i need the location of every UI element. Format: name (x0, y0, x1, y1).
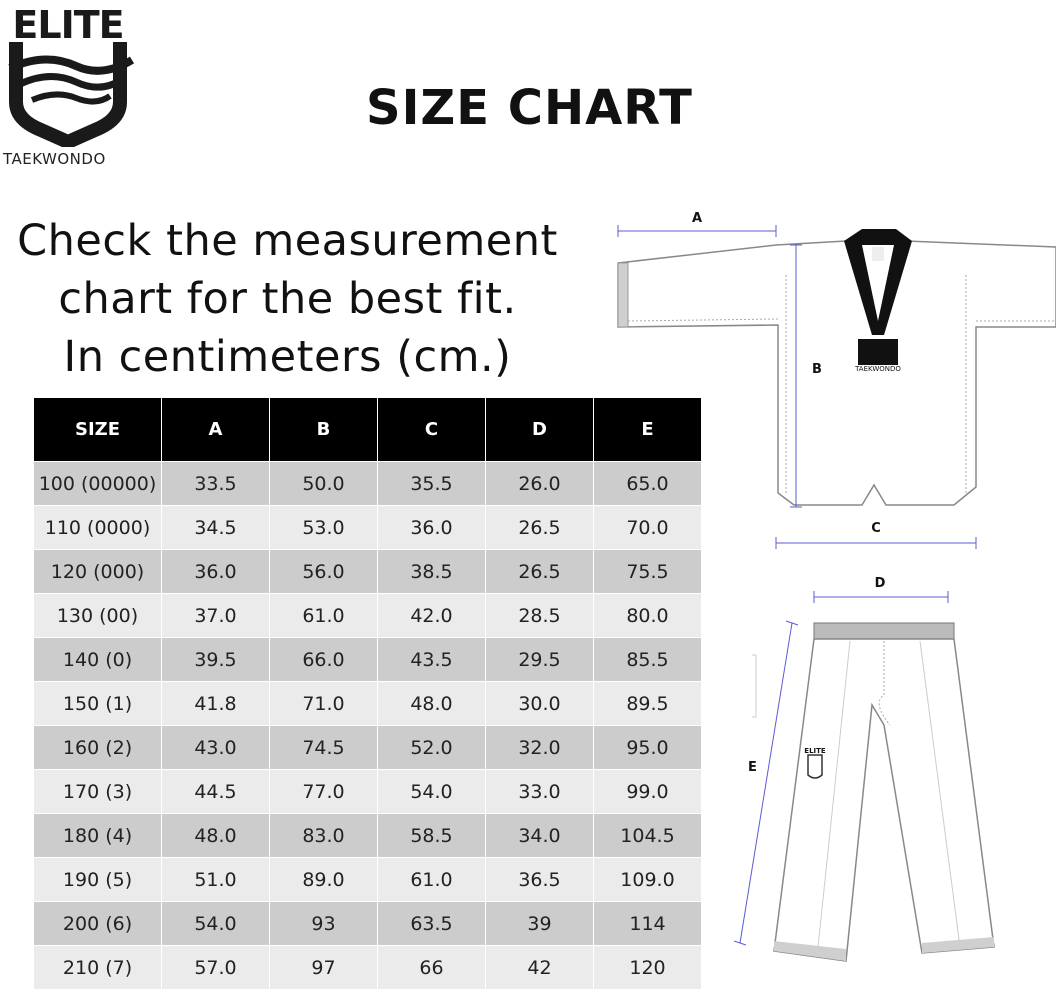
cell-e: 65.0 (594, 462, 702, 506)
cell-b: 77.0 (270, 770, 378, 814)
instructions-line-3: In centimeters (cm.) (63, 332, 512, 382)
cell-b: 53.0 (270, 506, 378, 550)
cell-a: 36.0 (162, 550, 270, 594)
page-title: SIZE CHART (366, 80, 693, 136)
cell-b: 50.0 (270, 462, 378, 506)
cell-c: 54.0 (378, 770, 486, 814)
uniform-diagram (600, 195, 1056, 975)
cell-size: 200 (6) (34, 902, 162, 946)
cell-d: 33.0 (486, 770, 594, 814)
cell-a: 43.0 (162, 726, 270, 770)
cell-c: 61.0 (378, 858, 486, 902)
cell-a: 57.0 (162, 946, 270, 990)
cell-c: 36.0 (378, 506, 486, 550)
cell-size: 120 (000) (34, 550, 162, 594)
cell-d: 42 (486, 946, 594, 990)
label-d: D (874, 576, 886, 591)
cell-d: 28.5 (486, 594, 594, 638)
cell-e: 70.0 (594, 506, 702, 550)
cell-b: 71.0 (270, 682, 378, 726)
cell-a: 51.0 (162, 858, 270, 902)
instructions-line-1: Check the measurement (17, 216, 558, 266)
cell-d: 32.0 (486, 726, 594, 770)
cell-e: 114 (594, 902, 702, 946)
cell-d: 29.5 (486, 638, 594, 682)
brand-logo-text: ELITE (12, 3, 124, 47)
cell-a: 39.5 (162, 638, 270, 682)
cell-a: 54.0 (162, 902, 270, 946)
cell-b: 61.0 (270, 594, 378, 638)
cell-e: 104.5 (594, 814, 702, 858)
cell-a: 37.0 (162, 594, 270, 638)
header-b: B (270, 398, 378, 462)
cell-size: 170 (3) (34, 770, 162, 814)
cell-a: 33.5 (162, 462, 270, 506)
cell-e: 85.5 (594, 638, 702, 682)
label-e: E (748, 760, 757, 775)
cell-b: 93 (270, 902, 378, 946)
cell-c: 42.0 (378, 594, 486, 638)
jacket-illustration (618, 229, 1056, 505)
cell-e: 89.5 (594, 682, 702, 726)
instructions-line-2: chart for the best fit. (58, 274, 517, 324)
cell-d: 39 (486, 902, 594, 946)
cell-c: 38.5 (378, 550, 486, 594)
cell-size: 100 (00000) (34, 462, 162, 506)
label-a: A (691, 211, 703, 226)
cell-c: 48.0 (378, 682, 486, 726)
cell-a: 41.8 (162, 682, 270, 726)
cell-d: 30.0 (486, 682, 594, 726)
cell-size: 130 (00) (34, 594, 162, 638)
header-d: D (486, 398, 594, 462)
cell-d: 26.5 (486, 506, 594, 550)
cell-b: 74.5 (270, 726, 378, 770)
cell-e: 75.5 (594, 550, 702, 594)
jacket-badge-text: TAEKWONDO (855, 365, 901, 373)
cell-c: 58.5 (378, 814, 486, 858)
cell-e: 99.0 (594, 770, 702, 814)
header-a: A (162, 398, 270, 462)
brand-subtitle: TAEKWONDO (3, 150, 106, 168)
cell-e: 120 (594, 946, 702, 990)
brand-logo (0, 0, 140, 172)
cell-size: 140 (0) (34, 638, 162, 682)
header-size: SIZE (34, 398, 162, 462)
header-e: E (594, 398, 702, 462)
cell-b: 83.0 (270, 814, 378, 858)
cell-c: 66 (378, 946, 486, 990)
cell-size: 150 (1) (34, 682, 162, 726)
cell-d: 26.5 (486, 550, 594, 594)
cell-size: 180 (4) (34, 814, 162, 858)
pants-illustration (774, 623, 994, 961)
label-c: C (871, 521, 881, 536)
cell-b: 89.0 (270, 858, 378, 902)
cell-a: 34.5 (162, 506, 270, 550)
cell-size: 210 (7) (34, 946, 162, 990)
measurement-d (814, 576, 948, 603)
cell-c: 63.5 (378, 902, 486, 946)
cell-size: 190 (5) (34, 858, 162, 902)
cell-b: 56.0 (270, 550, 378, 594)
cell-d: 26.0 (486, 462, 594, 506)
cell-b: 97 (270, 946, 378, 990)
cell-a: 44.5 (162, 770, 270, 814)
pants-badge-text: ELITE (804, 747, 826, 755)
cell-d: 36.5 (486, 858, 594, 902)
cell-b: 66.0 (270, 638, 378, 682)
cell-c: 52.0 (378, 726, 486, 770)
cell-e: 95.0 (594, 726, 702, 770)
measurement-a (618, 211, 776, 237)
measurement-c (776, 521, 976, 549)
header-c: C (378, 398, 486, 462)
cell-size: 110 (0000) (34, 506, 162, 550)
cell-c: 43.5 (378, 638, 486, 682)
instructions-text (0, 212, 575, 386)
cell-e: 109.0 (594, 858, 702, 902)
cell-size: 160 (2) (34, 726, 162, 770)
label-b: B (812, 362, 822, 377)
cell-d: 34.0 (486, 814, 594, 858)
cell-c: 35.5 (378, 462, 486, 506)
cell-e: 80.0 (594, 594, 702, 638)
cell-a: 48.0 (162, 814, 270, 858)
elite-shield-logo (6, 2, 136, 147)
